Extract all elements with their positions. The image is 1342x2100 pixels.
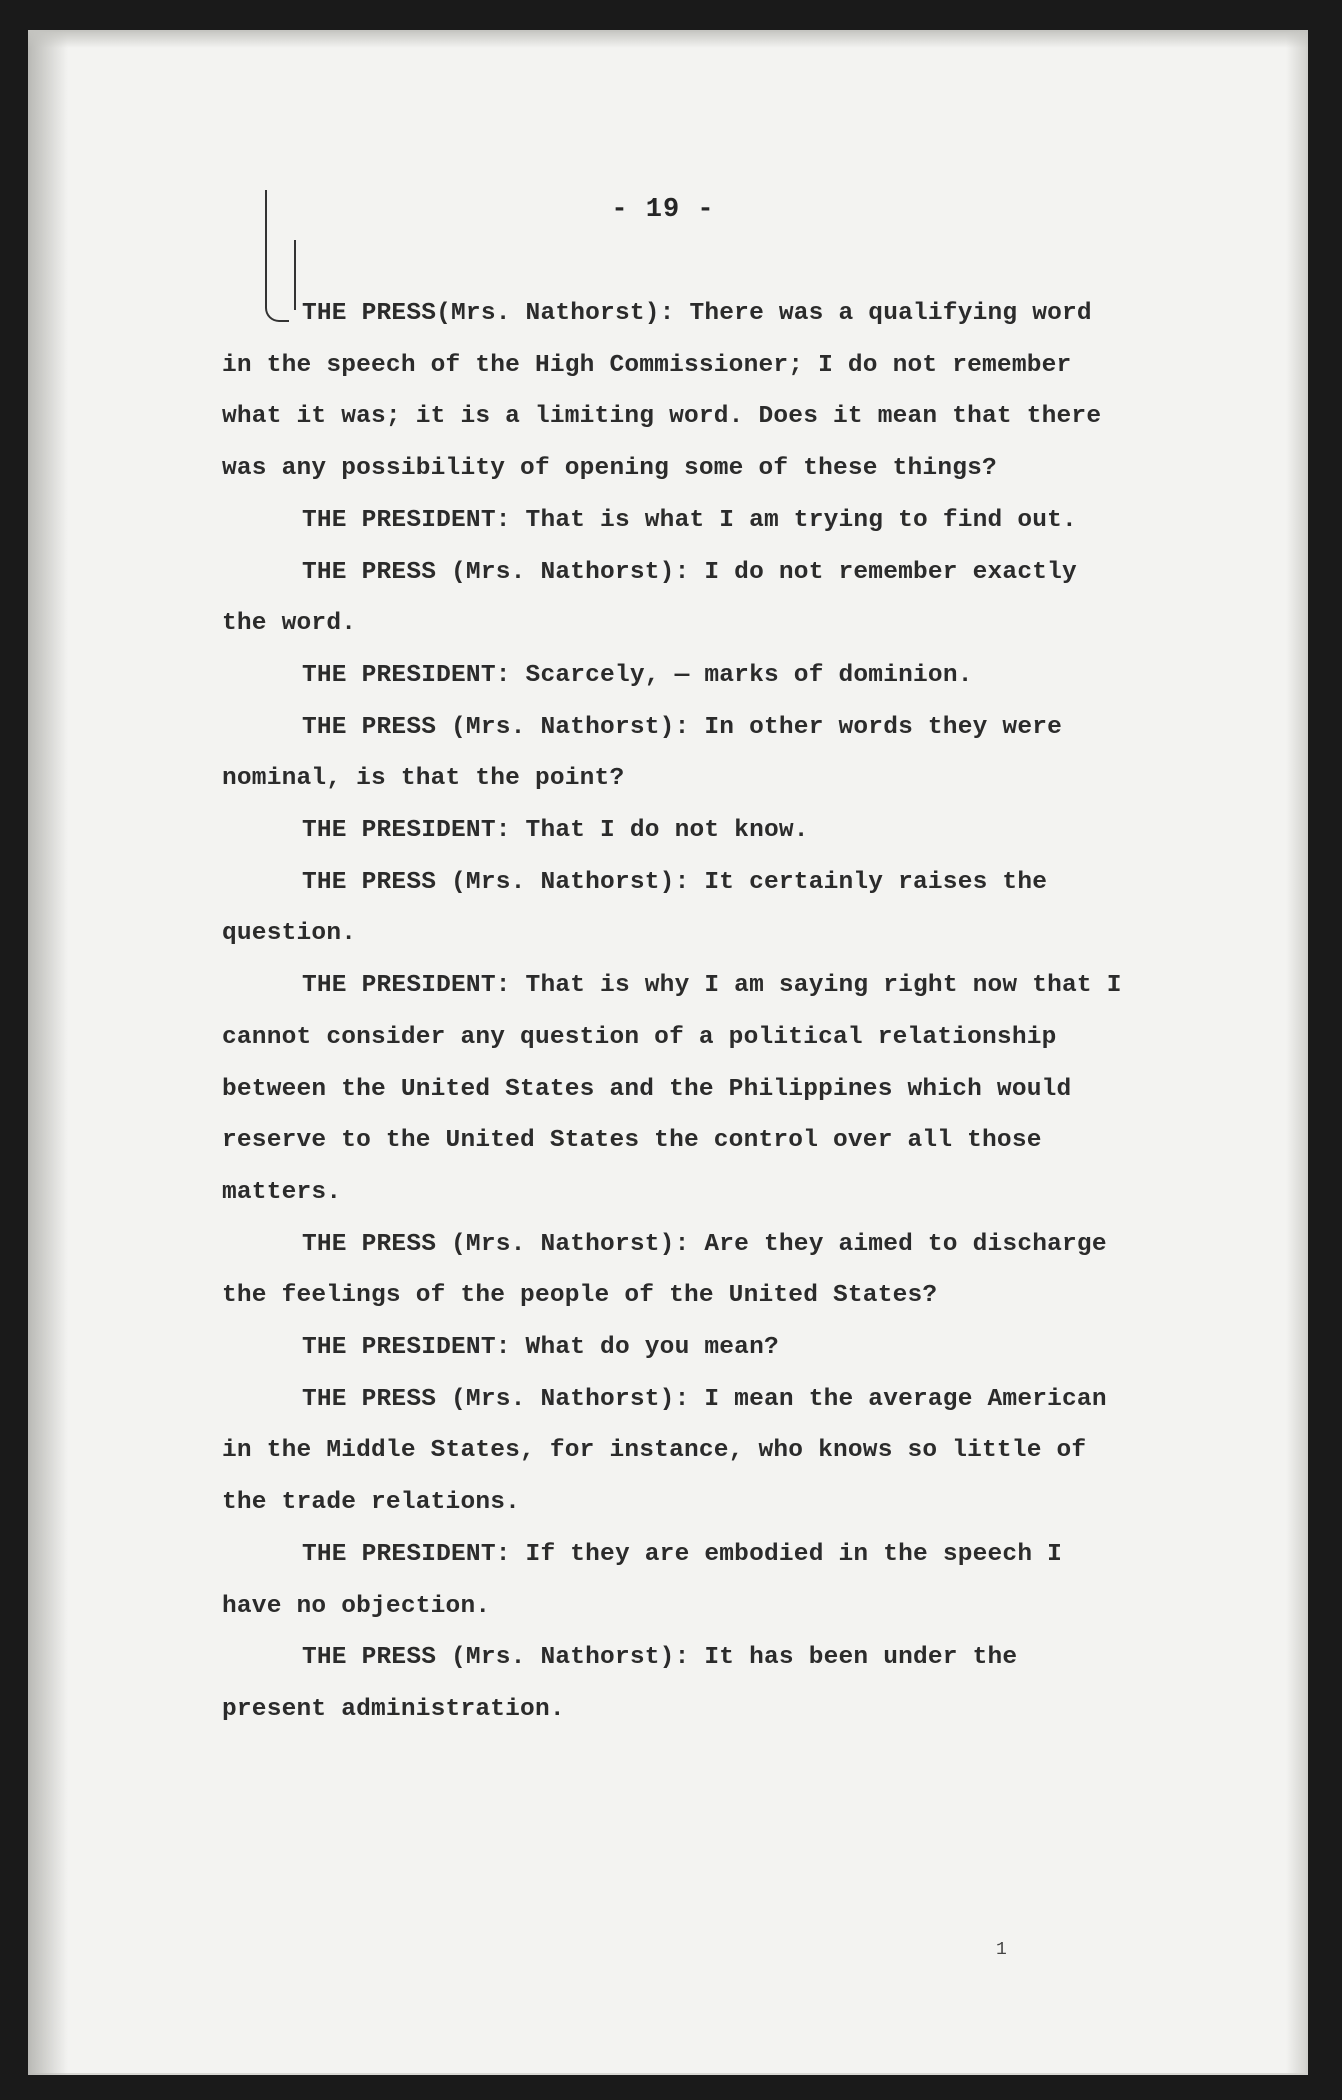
transcript-paragraph bbox=[222, 960, 1122, 1219]
transcript-paragraph bbox=[222, 495, 1122, 547]
speaker-label: THE PRESIDENT: bbox=[302, 817, 511, 845]
page-edge-shadow bbox=[1286, 30, 1308, 2075]
footer-mark: 1 bbox=[996, 1940, 1007, 1960]
speaker-label: THE PRESS bbox=[302, 1385, 437, 1413]
transcript-paragraph bbox=[222, 1529, 1122, 1632]
speaker-label: THE PRESS bbox=[302, 713, 437, 741]
transcript-paragraph bbox=[222, 857, 1122, 960]
page-number: - 19 - bbox=[611, 195, 715, 225]
transcript-body bbox=[222, 288, 1122, 1736]
transcript-paragraph bbox=[222, 288, 1122, 495]
speaker-label: THE PRESS bbox=[302, 300, 437, 327]
speaker-label: THE PRESS bbox=[302, 868, 437, 896]
paragraph-text: (Mrs. Nathorst): It has been under the present administration. bbox=[222, 1644, 1018, 1723]
transcript-paragraph bbox=[222, 1219, 1122, 1322]
paragraph-text: What do you mean? bbox=[525, 1334, 779, 1362]
paragraph-text: (Mrs. Nathorst): In other words they were nominal, is that the point? bbox=[222, 713, 1063, 793]
speaker-label: THE PRESS bbox=[302, 1230, 437, 1258]
speaker-label: THE PRESS bbox=[302, 1644, 437, 1672]
paragraph-text: If they are embodied in the speech I have no objection. bbox=[222, 1540, 1063, 1620]
paragraph-text: (Mrs. Nathorst): I mean the average American in the Middle States, for instance, who knows so little of the trade relations. bbox=[222, 1385, 1107, 1517]
paragraph-text: Scarcely, — marks of dominion. bbox=[525, 661, 973, 689]
transcript-paragraph bbox=[222, 547, 1122, 650]
speaker-label: THE PRESIDENT: bbox=[302, 972, 511, 1000]
transcript-paragraph bbox=[222, 1374, 1122, 1529]
paragraph-text: That I do not know. bbox=[525, 817, 809, 845]
paragraph-text: (Mrs. Nathorst): I do not remember exactly the word. bbox=[222, 558, 1077, 638]
transcript-paragraph bbox=[222, 1322, 1122, 1374]
paragraph-text: (Mrs. Nathorst): Are they aimed to discharge the feelings of the people of the United States? bbox=[222, 1230, 1107, 1310]
speaker-label: THE PRESIDENT: bbox=[302, 1540, 511, 1568]
transcript-paragraph bbox=[222, 650, 1122, 702]
paragraph-text: (Mrs. Nathorst): It certainly raises the question. bbox=[222, 868, 1048, 948]
speaker-label: THE PRESIDENT: bbox=[302, 661, 511, 689]
paragraph-text: That is what I am trying to find out. bbox=[525, 506, 1077, 534]
transcript-paragraph bbox=[222, 1632, 1122, 1735]
transcript-paragraph bbox=[222, 702, 1122, 805]
speaker-label: THE PRESS bbox=[302, 558, 437, 586]
transcript-paragraph bbox=[222, 805, 1122, 857]
speaker-label: THE PRESIDENT: bbox=[302, 1334, 511, 1362]
paragraph-text: (Mrs. Nathorst): There was a qualifying word in the speech of the High Commissioner; I do not remember what it was; it is a limiting word. Does it mean that there was any possibility of opening some of these things? bbox=[222, 300, 1102, 483]
paragraph-text: That is why I am saying right now that I cannot consider any question of a political relationship between the United States and the Philippines which would reserve to the United States the control over all those matters. bbox=[222, 972, 1122, 1206]
speaker-label: THE PRESIDENT: bbox=[302, 506, 511, 534]
